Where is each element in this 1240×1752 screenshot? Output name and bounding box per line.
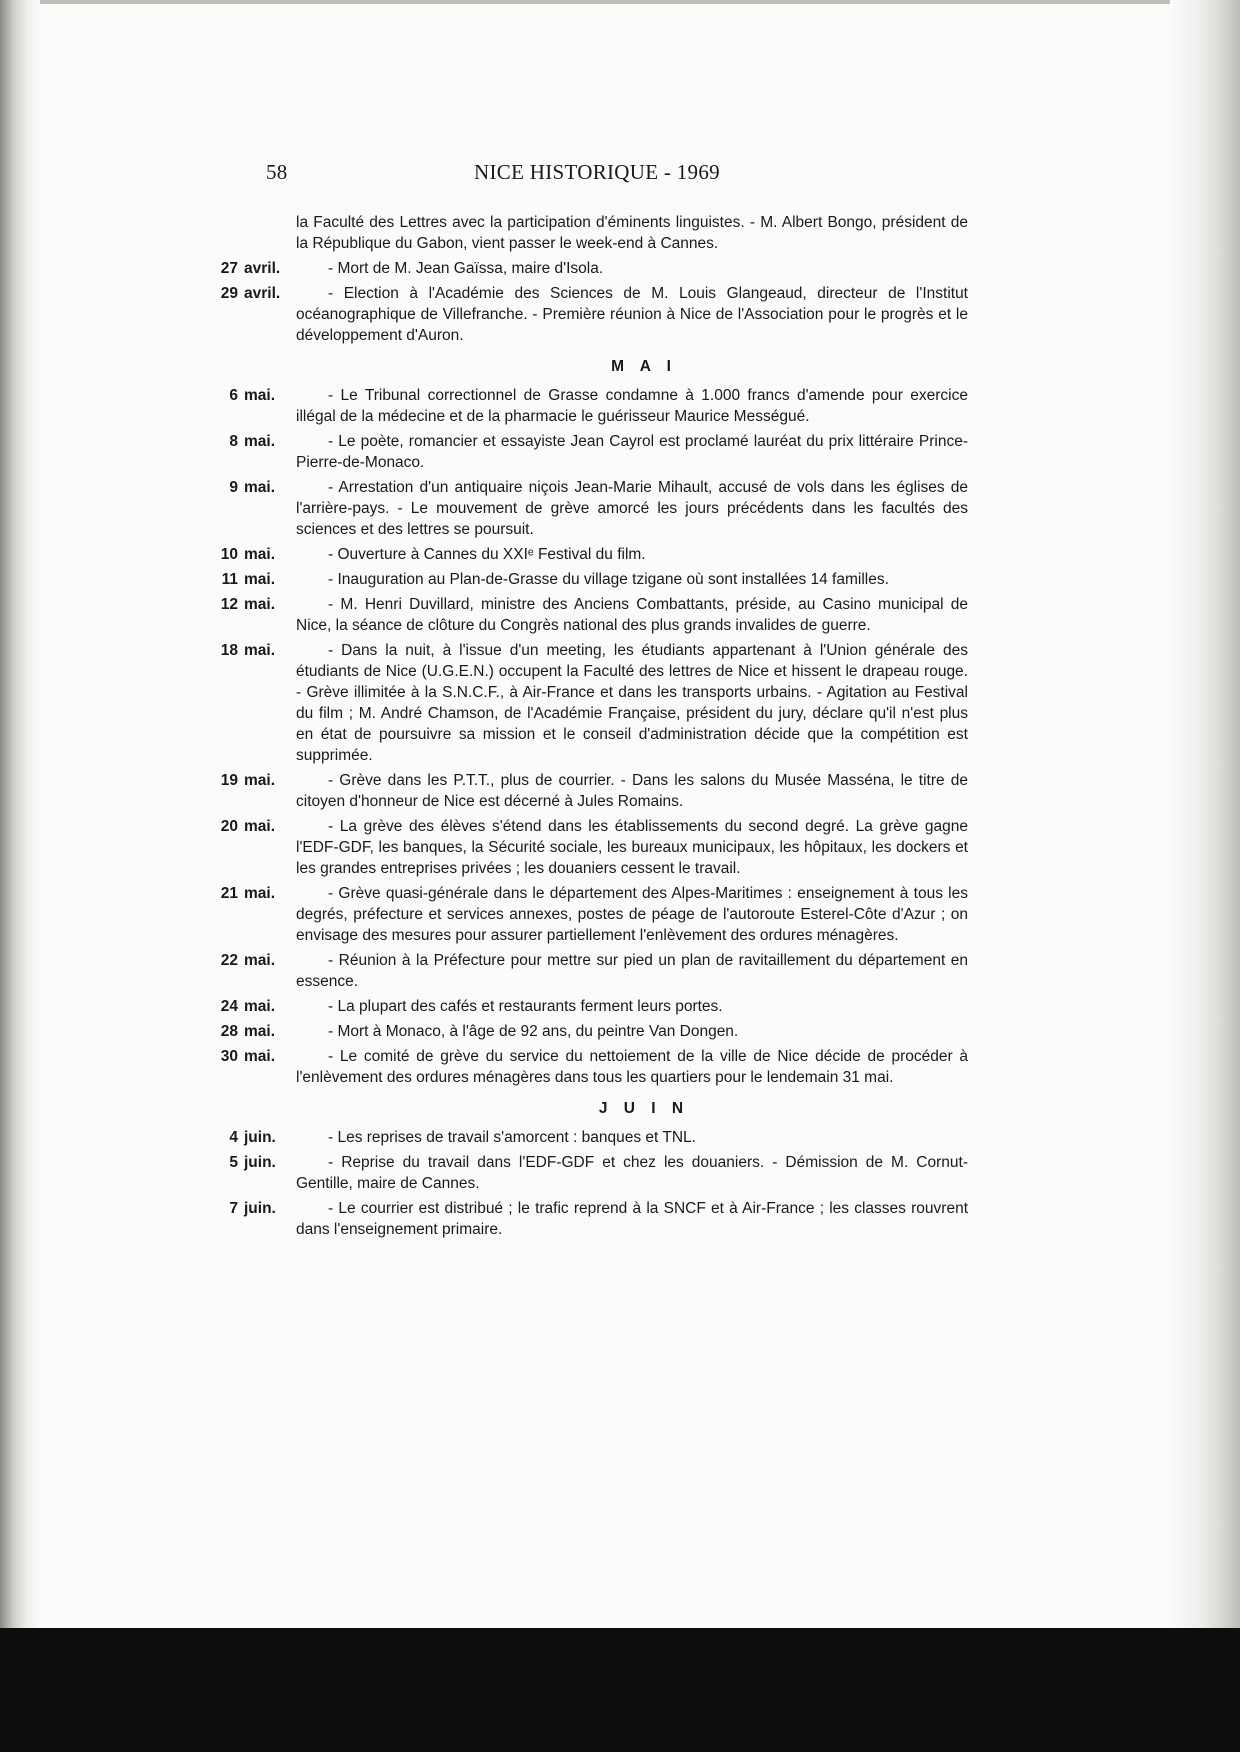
entry-month: mai.	[244, 596, 276, 613]
entry-date	[214, 594, 328, 615]
chronology-entry	[229, 1127, 968, 1148]
chronology-entry	[229, 431, 968, 473]
entry-date	[214, 569, 328, 590]
entry-text: - Ouverture à Cannes du XXIᵉ Festival du film.	[328, 546, 646, 563]
entry-text: - Le comité de grève du service du nettoiement de la ville de Nice décide de procéder à l'enlèvement des ordures ménagères dans tous les quartiers pour le lendemain 31 mai.	[296, 1048, 968, 1086]
chronology-entry	[220, 544, 968, 565]
chronology-entry	[220, 283, 968, 346]
entry-text: la Faculté des Lettres avec la participation d'éminents linguistes. - M. Albert Bongo, président de la République du Gabon, vient passer le week-end à Cannes.	[296, 214, 968, 252]
entry-text: - Le Tribunal correctionnel de Grasse condamne à 1.000 francs d'amende pour exercice illégal de la médecine et de la pharmacie le guérisseur Maurice Mességué.	[296, 387, 968, 425]
entry-day: 20	[220, 818, 238, 835]
scan-top-edge	[0, 0, 1240, 4]
entry-day: 5	[229, 1154, 238, 1171]
month-heading-mai: M A I	[611, 358, 677, 375]
entry-month: mai.	[244, 642, 276, 659]
entry-date	[214, 477, 328, 498]
chronology-entry	[220, 258, 968, 279]
entry-text: - La grève des élèves s'étend dans les établissements du second degré. La grève gagne l'EDF-GDF, les banques, la Sécurité sociale, les bureaux municipaux, les hôpitaux, les dockers et les grandes entreprises privées ; les douaniers cessent le travail.	[296, 818, 968, 877]
entry-text: - La plupart des cafés et restaurants ferment leurs portes.	[328, 998, 723, 1015]
avril-entries	[220, 258, 968, 346]
entry-day: 10	[220, 546, 238, 563]
entry-text: - M. Henri Duvillard, ministre des Anciens Combattants, préside, au Casino municipal de Nice, la séance de clôture du Congrès national des plus grands invalides de guerre.	[296, 596, 968, 634]
chronology-entry	[220, 816, 968, 879]
entry-day: 19	[220, 772, 238, 789]
entry-day: 8	[229, 433, 238, 450]
chronology-entry	[220, 950, 968, 992]
entry-text: - Le poète, romancier et essayiste Jean Cayrol est proclamé lauréat du prix littéraire Prince-Pierre-de-Monaco.	[296, 433, 968, 471]
entry-month: mai.	[244, 1048, 276, 1065]
entry-text: - Arrestation d'un antiquaire niçois Jean-Marie Mihault, accusé de vols dans les églises de l'arrière-pays. - Le mouvement de grève amorcé les jours précédents dans les facultés des sciences et des lettres se poursuit.	[296, 479, 968, 538]
entry-day: 7	[229, 1200, 238, 1217]
entry-day: 4	[229, 1129, 238, 1146]
entry-date	[214, 431, 328, 452]
entry-text: - Grève quasi-générale dans le département des Alpes-Maritimes : enseignement à tous les degrés, préfecture et services annexes, postes de péage de l'autoroute Esterel-Côte d'Azur ; on envisage des mesures pour assurer partiellement l'enlèvement des ordures ménagères.	[296, 885, 968, 944]
chronology-entry	[220, 594, 968, 636]
journal-title: NICE HISTORIQUE - 1969	[474, 160, 720, 184]
entry-day: 21	[220, 885, 238, 902]
chronology	[220, 212, 968, 1240]
scan-right-edge	[1170, 0, 1240, 1752]
entry-date	[214, 640, 328, 661]
entry-date	[214, 1152, 328, 1173]
continuation-paragraph	[296, 212, 968, 254]
entry-month: mai.	[244, 433, 276, 450]
month-heading-juin: J U I N	[598, 1100, 690, 1117]
entry-month: juin.	[244, 1129, 276, 1146]
entry-day: 30	[220, 1048, 238, 1065]
entry-date	[214, 1127, 328, 1148]
chronology-entry	[220, 883, 968, 946]
entry-day: 9	[229, 479, 238, 496]
entry-day: 22	[220, 952, 238, 969]
chronology-entry	[220, 640, 968, 766]
entry-month: juin.	[244, 1200, 276, 1217]
entry-day: 24	[220, 998, 238, 1015]
chronology-entry	[220, 1021, 968, 1042]
entry-day: 18	[220, 642, 238, 659]
entry-month: mai.	[244, 818, 276, 835]
chronology-entry	[221, 569, 968, 590]
entry-date	[214, 544, 328, 565]
entry-month: juin.	[244, 1154, 276, 1171]
entry-month: avril.	[244, 285, 281, 302]
entry-text: - Inauguration au Plan-de-Grasse du village tzigane où sont installées 14 familles.	[328, 571, 889, 588]
entry-text: - Le courrier est distribué ; le trafic reprend à la SNCF et à Air-France ; les classes rouvrent dans l'enseignement primaire.	[296, 1200, 968, 1238]
entry-text: - Dans la nuit, à l'issue d'un meeting, les étudiants appartenant à l'Union générale des étudiants de Nice (U.G.E.N.) occupent la Faculté des lettres de Nice et hissent le drapeau rouge. - Grève illimitée à la S.N.C.F., à Air-France et dans les transports urbains. - Agitation au Festival du film ; M. André Chamson, de l'Académie Française, président du jury, déclare qu'il n'est plus en état de poursuivre sa mission et le conseil d'administration décide que la compétition est supprimée.	[296, 642, 968, 764]
entry-text: - Reprise du travail dans l'EDF-GDF et chez les douaniers. - Démission de M. Cornut-Gentille, maire de Cannes.	[296, 1154, 968, 1192]
entry-text: - Election à l'Académie des Sciences de M. Louis Glangeaud, directeur de l'Institut océanographique de Villefranche. - Première réunion à Nice de l'Association pour le progrès et le développement d'Auron.	[296, 285, 968, 344]
entry-month: mai.	[244, 952, 276, 969]
entry-day: 6	[229, 387, 238, 404]
entry-month: mai.	[244, 546, 276, 563]
entry-month: mai.	[244, 571, 276, 588]
entry-month: mai.	[244, 998, 276, 1015]
chronology-entry	[220, 1046, 968, 1088]
entry-text: - Mort à Monaco, à l'âge de 92 ans, du peintre Van Dongen.	[328, 1023, 739, 1040]
chronology-entry	[229, 385, 968, 427]
chronology-entry	[229, 1198, 968, 1240]
entry-date	[214, 258, 328, 279]
entry-date	[214, 883, 328, 904]
entry-month: mai.	[244, 1023, 276, 1040]
entry-date	[214, 816, 328, 837]
entry-text: - Grève dans les P.T.T., plus de courrier. - Dans les salons du Musée Masséna, le titre de citoyen d'honneur de Nice est décerné à Jules Romains.	[296, 772, 968, 810]
chronology-entry	[220, 996, 968, 1017]
entry-date	[214, 1021, 328, 1042]
entry-date	[214, 1046, 328, 1067]
chronology-entry	[229, 477, 968, 540]
entry-text: - Réunion à la Préfecture pour mettre sur pied un plan de ravitaillement du département en essence.	[296, 952, 968, 990]
entry-month: mai.	[244, 772, 276, 789]
entry-date	[214, 950, 328, 971]
entry-day: 12	[220, 596, 238, 613]
entry-text: - Mort de M. Jean Gaïssa, maire d'Isola.	[328, 260, 604, 277]
entry-day: 28	[220, 1023, 238, 1040]
document-page	[220, 160, 968, 1244]
mai-entries	[220, 385, 968, 1088]
running-head	[266, 160, 968, 190]
entry-text: - Les reprises de travail s'amorcent : banques et TNL.	[328, 1129, 696, 1146]
entry-day: 11	[221, 571, 238, 588]
entry-month: mai.	[244, 479, 276, 496]
chronology-entry	[220, 770, 968, 812]
scan-binding-shadow	[0, 0, 40, 1752]
entry-day: 27	[220, 260, 238, 277]
entry-date	[214, 385, 328, 406]
entry-date	[214, 283, 328, 304]
page-number: 58	[266, 160, 288, 184]
juin-entries	[229, 1127, 968, 1240]
entry-month: avril.	[244, 260, 281, 277]
entry-month: mai.	[244, 885, 276, 902]
scan-bottom-border	[0, 1628, 1240, 1752]
entry-day: 29	[220, 285, 238, 302]
entry-date	[214, 996, 328, 1017]
chronology-entry	[229, 1152, 968, 1194]
entry-date	[214, 770, 328, 791]
entry-date	[214, 1198, 328, 1219]
entry-month: mai.	[244, 387, 276, 404]
